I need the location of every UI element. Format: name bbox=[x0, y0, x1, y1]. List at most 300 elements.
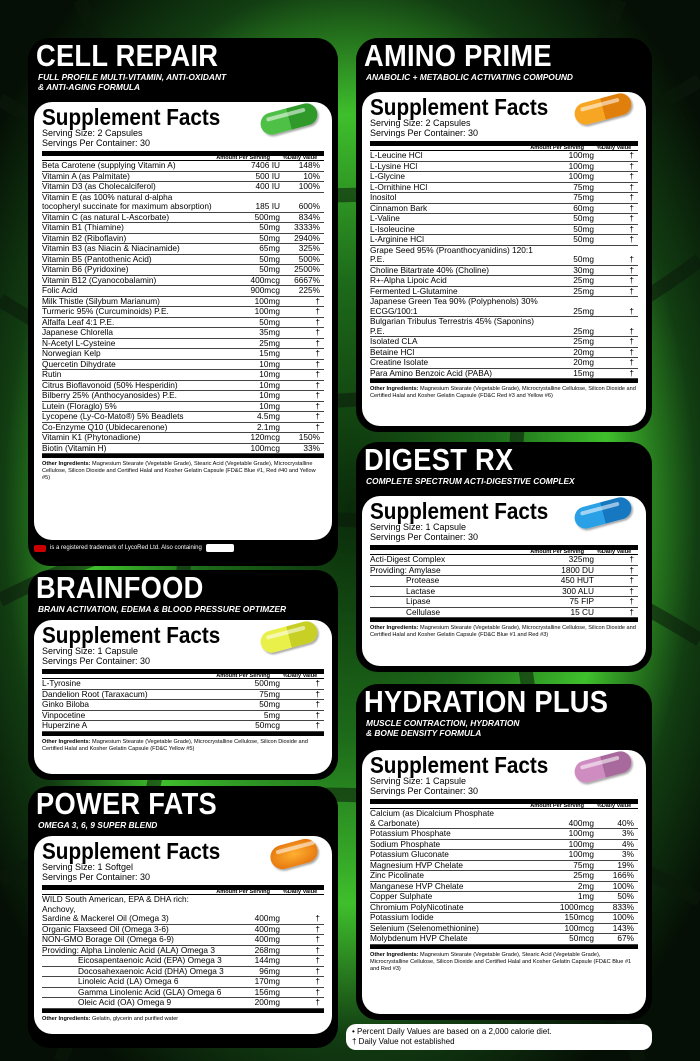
amount-per-serving: 75mg bbox=[573, 181, 594, 192]
daily-value: † bbox=[629, 223, 634, 234]
ingredient-name: Potassium Gluconate bbox=[370, 849, 449, 859]
power-fats-subtitle: OMEGA 3, 6, 9 SUPER BLEND bbox=[38, 820, 158, 830]
daily-value: 2500% bbox=[294, 264, 320, 274]
amount-per-serving: 4.5mg bbox=[256, 411, 280, 421]
facts-row bbox=[42, 444, 324, 455]
daily-value: † bbox=[315, 699, 320, 709]
daily-value: † bbox=[629, 357, 634, 367]
facts-heading: Supplement Facts bbox=[370, 498, 549, 524]
ingredient-name: Linoleic Acid (LA) Omega 6 bbox=[78, 976, 179, 986]
daily-value: † bbox=[629, 606, 634, 617]
ingredient-name: Beta Carotene (supplying Vitamin A) bbox=[42, 160, 176, 170]
daily-value: † bbox=[629, 275, 634, 285]
amount-per-serving: 100mg bbox=[568, 150, 594, 160]
ingredient-name: N-Acetyl L-Cysteine bbox=[42, 337, 116, 348]
ingredient-name: Ginko Biloba bbox=[42, 699, 90, 709]
cell-repair-subtitle: FULL PROFILE MULTI-VITAMIN, ANTI-OXIDANT & ANTI-AGING FORMULA bbox=[38, 72, 227, 92]
facts-row bbox=[370, 193, 638, 204]
ingredient-name: Providing: Alpha Linolenic Acid (ALA) Omega 3 bbox=[42, 944, 215, 955]
facts-table bbox=[370, 809, 638, 945]
ingredient-name: Lactase bbox=[406, 585, 436, 596]
amount-per-serving: 400mg bbox=[254, 913, 280, 923]
digest-rx-title: DIGEST RX bbox=[364, 442, 514, 477]
ingredient-name: Quercetin Dihydrate bbox=[42, 358, 116, 369]
facts-row bbox=[42, 391, 324, 402]
amount-per-serving: 25mg bbox=[573, 870, 594, 880]
ingredient-name: Docosahexaenoic Acid (DHA) Omega 3 bbox=[78, 965, 224, 976]
daily-value: † bbox=[315, 358, 320, 369]
facts-row bbox=[370, 555, 638, 566]
daily-value: † bbox=[629, 234, 634, 244]
amount-per-serving: 500 IU bbox=[255, 170, 280, 181]
brainfood-panel bbox=[28, 570, 338, 780]
amount-per-serving: 500mg bbox=[254, 211, 280, 222]
daily-value: † bbox=[629, 585, 634, 596]
amount-per-serving: 400mg bbox=[568, 817, 594, 828]
facts-row bbox=[370, 892, 638, 903]
ingredient-name: Co-Enzyme Q10 (Ubidecarenone) bbox=[42, 421, 168, 432]
ingredient-name: Japanese Chlorella bbox=[42, 327, 114, 337]
ingredient-name: L-Arginine HCl bbox=[370, 234, 424, 244]
facts-row bbox=[370, 829, 638, 840]
facts-row bbox=[370, 235, 638, 246]
amount-per-serving: 10mg bbox=[259, 369, 280, 379]
other-ingredients: Other Ingredients: Magnesium Stearate (Vegetable Grade), Microcrystalline Cellulose, Silicon Dioxide and Certified Halal and Kosher Gelatin Capsule (FD&C Yellow #5) bbox=[42, 732, 324, 753]
brainfood-title: BRAINFOOD bbox=[36, 570, 204, 605]
daily-value: † bbox=[315, 913, 320, 923]
facts-row bbox=[42, 370, 324, 381]
ingredient-name: Milk Thistle (Silybum Marianum) bbox=[42, 295, 160, 306]
servings-per-container: Servings Per Container: 30 bbox=[370, 786, 479, 796]
servings-per-container: Servings Per Container: 30 bbox=[42, 656, 151, 666]
daily-value: 148% bbox=[298, 160, 320, 170]
facts-header: Amount Per Serving %Daily Value bbox=[370, 545, 638, 555]
ingredient-name: Calcium (as Dicalcium Phosphate & Carbonate) bbox=[370, 808, 495, 828]
ingredient-name: Copper Sulphate bbox=[370, 891, 433, 901]
ingredient-name: Gamma Linolenic Acid (GLA) Omega 6 bbox=[78, 986, 222, 997]
ingredient-name: Organic Flaxseed Oil (Omega 3-6) bbox=[42, 923, 169, 934]
servings-per-container: Servings Per Container: 30 bbox=[370, 532, 479, 542]
ingredient-name: Vitamin D3 (as Cholecalciferol) bbox=[42, 181, 156, 191]
amount-per-serving: 20mg bbox=[573, 357, 594, 367]
facts-header: Amount Per Serving %Daily Value bbox=[42, 669, 324, 679]
amount-per-serving: 10mg bbox=[259, 400, 280, 411]
ingredient-name: Vitamin B3 (as Niacin & Niacinamide) bbox=[42, 243, 180, 253]
ingredient-name: Chromium PolyNicotinate bbox=[370, 901, 464, 912]
daily-value: † bbox=[315, 976, 320, 986]
floraglo-logo-icon bbox=[206, 544, 234, 552]
daily-value: 4% bbox=[622, 838, 634, 849]
ingredient-name: Rutin bbox=[42, 369, 62, 379]
amount-per-serving: 25mg bbox=[573, 275, 594, 285]
facts-heading: Supplement Facts bbox=[42, 838, 221, 864]
daily-value: 19% bbox=[617, 859, 634, 870]
facts-heading: Supplement Facts bbox=[42, 622, 221, 648]
ingredient-name: Vitamin B6 (Pyridoxine) bbox=[42, 264, 129, 274]
amount-per-serving: 185 IU bbox=[255, 201, 280, 211]
facts-row bbox=[370, 183, 638, 194]
daily-value: 3% bbox=[622, 828, 634, 838]
ingredient-name: NON-GMO Borage Oil (Omega 6-9) bbox=[42, 934, 174, 944]
amount-per-serving: 50mcg bbox=[255, 720, 280, 730]
ingredient-name: Vitamin B12 (Cyanocobalamin) bbox=[42, 274, 157, 285]
amount-per-serving: 170mg bbox=[254, 976, 280, 986]
amount-per-serving: 50mg bbox=[573, 234, 594, 244]
amount-per-serving: 20mg bbox=[573, 346, 594, 357]
hydration-plus-subtitle: MUSCLE CONTRACTION, HYDRATION & BONE DENSITY FORMULA bbox=[366, 718, 520, 738]
serving-size: Serving Size: 1 Capsule bbox=[42, 646, 139, 656]
amount-per-serving: 100mg bbox=[568, 160, 594, 171]
ingredient-name: Vitamin B1 (Thiamine) bbox=[42, 222, 124, 232]
amount-per-serving: 50mg bbox=[259, 222, 280, 232]
ingredient-name: Citrus Bioflavonoid (50% Hesperidin) bbox=[42, 379, 178, 390]
facts-row bbox=[42, 679, 324, 690]
other-ingredients: Other Ingredients: Magnesium Stearate (Vegetable Grade), Stearic Acid (Vegetable Grade), Microcrystalline Cellulose, Silicon Dioxide and Certified Halal and Kosher Gelatin Capsule (FD&C Blue #1 and Red #3) bbox=[370, 945, 638, 973]
ingredient-name: Potassium Iodide bbox=[370, 912, 434, 922]
daily-value: 143% bbox=[612, 922, 634, 933]
amount-per-serving: 156mg bbox=[254, 986, 280, 997]
amino-prime-subtitle: ANABOLIC + METABOLIC ACTIVATING COMPOUND bbox=[366, 72, 573, 82]
ingredient-name: Magnesium HVP Chelate bbox=[370, 859, 464, 870]
amount-per-serving: 100mg bbox=[568, 849, 594, 859]
amount-per-serving: 144mg bbox=[254, 955, 280, 965]
facts-row bbox=[370, 151, 638, 162]
daily-value: † bbox=[629, 596, 634, 606]
daily-value: † bbox=[315, 295, 320, 306]
ingredient-name: Creatine Isolate bbox=[370, 357, 429, 367]
daily-value: † bbox=[629, 181, 634, 192]
facts-row bbox=[42, 349, 324, 360]
amount-per-serving: 100mg bbox=[254, 295, 280, 306]
amount-per-serving: 50mg bbox=[259, 699, 280, 709]
ingredient-name: Providing: Amylase bbox=[370, 564, 441, 575]
daily-value: 6667% bbox=[294, 274, 320, 285]
ingredient-name: Choline Bitartrate 40% (Choline) bbox=[370, 264, 489, 275]
facts-heading: Supplement Facts bbox=[370, 94, 549, 120]
daily-value: † bbox=[315, 986, 320, 997]
facts-table bbox=[42, 161, 324, 454]
cell-repair-title: CELL REPAIR bbox=[36, 38, 219, 73]
brainfood-facts-card bbox=[34, 620, 332, 774]
amino-prime-facts-card bbox=[362, 92, 646, 426]
facts-row bbox=[42, 360, 324, 371]
facts-row bbox=[370, 172, 638, 183]
power-fats-facts-card bbox=[34, 836, 332, 1034]
ingredient-name: Japanese Green Tea 90% (Polyphenols) 30% ECGG/100:1 bbox=[370, 296, 538, 316]
amount-per-serving: 100mg bbox=[568, 828, 594, 838]
amount-per-serving: 100mcg bbox=[250, 442, 280, 453]
amount-per-serving: 325mg bbox=[568, 554, 594, 564]
ingredient-name: Inositol bbox=[370, 192, 397, 202]
ingredient-name: L-Tyrosine bbox=[42, 678, 81, 688]
daily-value: † bbox=[629, 575, 634, 585]
daily-value: 40% bbox=[617, 817, 634, 828]
ingredient-name: WILD South American, EPA & DHA rich: Anchovy, Sardine & Mackerel Oil (Omega 3) bbox=[42, 894, 189, 923]
daily-value: † bbox=[315, 390, 320, 400]
ingredient-name: Norwegian Kelp bbox=[42, 348, 101, 358]
facts-row bbox=[42, 244, 324, 255]
ingredient-name: L-Lysine HCl bbox=[370, 160, 418, 171]
daily-value: † bbox=[629, 305, 634, 316]
facts-row bbox=[370, 871, 638, 882]
daily-value: † bbox=[629, 325, 634, 336]
ingredient-name: Vitamin B5 (Pantothenic Acid) bbox=[42, 253, 152, 264]
amount-per-serving: 10mg bbox=[259, 358, 280, 369]
amount-per-serving: 300 ALU bbox=[562, 585, 594, 596]
cell-repair-panel bbox=[28, 38, 338, 566]
amino-prime-title: AMINO PRIME bbox=[364, 38, 552, 73]
facts-row bbox=[370, 576, 638, 587]
ingredient-name: Vitamin B2 (Riboflavin) bbox=[42, 232, 127, 243]
servings-per-container: Servings Per Container: 30 bbox=[370, 128, 479, 138]
amount-per-serving: 15mg bbox=[259, 348, 280, 358]
daily-value: 50% bbox=[617, 891, 634, 901]
ingredient-name: R+-Alpha Lipoic Acid bbox=[370, 275, 447, 285]
daily-value: 500% bbox=[298, 253, 320, 264]
facts-table bbox=[42, 679, 324, 732]
daily-value: 600% bbox=[298, 201, 320, 211]
ingredient-name: Folic Acid bbox=[42, 285, 78, 295]
facts-row bbox=[370, 214, 638, 225]
ingredient-name: L-Leucine HCl bbox=[370, 150, 423, 160]
facts-heading: Supplement Facts bbox=[42, 104, 221, 130]
facts-row bbox=[370, 297, 638, 317]
daily-value: † bbox=[315, 934, 320, 944]
facts-heading: Supplement Facts bbox=[370, 752, 549, 778]
daily-value: † bbox=[315, 348, 320, 358]
facts-row bbox=[370, 913, 638, 924]
amount-per-serving: 200mg bbox=[254, 997, 280, 1007]
servings-per-container: Servings Per Container: 30 bbox=[42, 138, 151, 148]
daily-value: † bbox=[315, 369, 320, 379]
daily-value: † bbox=[315, 944, 320, 955]
daily-value: 166% bbox=[612, 870, 634, 880]
amount-per-serving: 25mg bbox=[573, 305, 594, 316]
ingredient-name: Lycopene (Ly-Co-Mato®) 5% Beadlets bbox=[42, 411, 184, 421]
ingredient-name: Selenium (Selenomethionine) bbox=[370, 922, 479, 933]
facts-row bbox=[42, 182, 324, 193]
facts-header: Amount Per Serving %Daily Value bbox=[42, 885, 324, 895]
amount-per-serving: 10mg bbox=[259, 379, 280, 390]
ingredient-name: Potassium Phosphate bbox=[370, 828, 451, 838]
facts-row bbox=[42, 265, 324, 276]
ingredient-name: Cinnamon Bark bbox=[370, 202, 428, 213]
facts-row bbox=[370, 276, 638, 287]
amount-per-serving: 400mcg bbox=[250, 274, 280, 285]
daily-value: † bbox=[315, 709, 320, 720]
ingredient-name: Alfalfa Leaf 4:1 P.E. bbox=[42, 316, 115, 327]
daily-value: † bbox=[629, 254, 634, 264]
trademark-note: is a registered trademark of LycoRed Ltd. Also containing bbox=[34, 544, 234, 552]
facts-row bbox=[42, 412, 324, 423]
power-fats-title: POWER FATS bbox=[36, 786, 217, 821]
amount-per-serving: 50mg bbox=[259, 253, 280, 264]
facts-header: Amount Per Serving %Daily Value bbox=[370, 799, 638, 809]
ingredient-name: Vitamin C (as natural L-Ascorbate) bbox=[42, 211, 170, 222]
ingredient-name: Vitamin A (as Palmitate) bbox=[42, 170, 130, 181]
facts-row bbox=[370, 337, 638, 348]
amount-per-serving: 25mg bbox=[259, 337, 280, 348]
facts-table bbox=[42, 895, 324, 1009]
amount-per-serving: 500mg bbox=[254, 678, 280, 688]
facts-table bbox=[370, 555, 638, 618]
facts-row bbox=[370, 317, 638, 337]
amount-per-serving: 7406 IU bbox=[250, 160, 280, 170]
facts-row bbox=[42, 895, 324, 925]
hydration-plus-title: HYDRATION PLUS bbox=[364, 684, 609, 719]
daily-value: † bbox=[629, 264, 634, 275]
amount-per-serving: 50mcg bbox=[569, 933, 594, 943]
ingredient-name: Bilberry 25% (Anthocyanosides) P.E. bbox=[42, 390, 177, 400]
amount-per-serving: 268mg bbox=[254, 944, 280, 955]
facts-row bbox=[42, 935, 324, 946]
daily-value: † bbox=[315, 688, 320, 699]
ingredient-name: Betaine HCl bbox=[370, 346, 415, 357]
ingredient-name: Sodium Phosphate bbox=[370, 838, 441, 849]
ingredient-name: L-Valine bbox=[370, 213, 400, 223]
amount-per-serving: 96mg bbox=[259, 965, 280, 976]
ingredient-name: Isolated CLA bbox=[370, 336, 418, 346]
amount-per-serving: 75 FIP bbox=[569, 596, 594, 606]
serving-size: Serving Size: 2 Capsules bbox=[370, 118, 471, 128]
facts-row bbox=[370, 369, 638, 380]
facts-row bbox=[370, 608, 638, 619]
daily-value: 3333% bbox=[294, 222, 320, 232]
amount-per-serving: 60mg bbox=[573, 202, 594, 213]
cell-repair-facts-card bbox=[34, 102, 332, 540]
amount-per-serving: 35mg bbox=[259, 327, 280, 337]
facts-row bbox=[42, 433, 324, 444]
amount-per-serving: 150mcg bbox=[564, 912, 594, 922]
daily-value: † bbox=[629, 192, 634, 202]
amount-per-serving: 75mg bbox=[573, 859, 594, 870]
daily-value: † bbox=[315, 327, 320, 337]
ingredient-name: Huperzine A bbox=[42, 720, 88, 730]
ingredient-name: Turmeric 95% (Curcuminoids) P.E. bbox=[42, 306, 169, 316]
amount-per-serving: 50mg bbox=[259, 264, 280, 274]
daily-value: † bbox=[315, 337, 320, 348]
amount-per-serving: 2mg bbox=[577, 880, 594, 891]
ingredient-name: L-Ornithine HCl bbox=[370, 181, 428, 192]
facts-row bbox=[42, 286, 324, 297]
daily-value: † bbox=[629, 150, 634, 160]
facts-row bbox=[42, 328, 324, 339]
daily-value: † bbox=[315, 923, 320, 934]
ingredient-name: Molybdenum HVP Chelate bbox=[370, 933, 468, 943]
ingredient-name: Grape Seed 95% (Proanthocyanidins) 120:1 P.E. bbox=[370, 244, 533, 264]
ingredient-name: Dandelion Root (Taraxacum) bbox=[42, 688, 148, 699]
ingredient-name: Vinpocetine bbox=[42, 709, 86, 720]
amount-per-serving: 450 HUT bbox=[560, 575, 594, 585]
amount-per-serving: 100mg bbox=[254, 306, 280, 316]
amount-per-serving: 25mg bbox=[573, 285, 594, 296]
daily-value: † bbox=[315, 411, 320, 421]
daily-value: † bbox=[629, 171, 634, 181]
ingredient-name: Manganese HVP Chelate bbox=[370, 880, 464, 891]
ingredient-name: L-Isoleucine bbox=[370, 223, 415, 234]
facts-row bbox=[42, 223, 324, 234]
amount-per-serving: 25mg bbox=[573, 336, 594, 346]
amount-per-serving: 900mcg bbox=[250, 285, 280, 295]
amount-per-serving: 100mg bbox=[568, 838, 594, 849]
facts-row bbox=[370, 809, 638, 829]
amount-per-serving: 15 CU bbox=[570, 606, 594, 617]
amount-per-serving: 100mcg bbox=[564, 922, 594, 933]
power-fats-panel bbox=[28, 786, 338, 1048]
daily-value: 3% bbox=[622, 849, 634, 859]
ingredient-name: Lipase bbox=[406, 596, 431, 606]
daily-value: † bbox=[629, 554, 634, 564]
daily-value: 33% bbox=[303, 442, 320, 453]
daily-value: 325% bbox=[298, 243, 320, 253]
amount-per-serving: 65mg bbox=[259, 243, 280, 253]
daily-value: 150% bbox=[298, 432, 320, 442]
daily-value-footnote: • Percent Daily Values are based on a 2,000 calorie diet. † Daily Value not established bbox=[346, 1024, 652, 1050]
daily-value: † bbox=[629, 285, 634, 296]
daily-value: † bbox=[629, 160, 634, 171]
hydration-plus-panel bbox=[356, 684, 652, 1020]
daily-value: 67% bbox=[617, 933, 634, 943]
other-ingredients: Other Ingredients: Magnesium Stearate (Vegetable Grade), Microcrystalline Cellulose, Silicon Dioxide and Certified Halal and Kosher Gelatin Capsule (FD&C Blue #1 and Red #3) bbox=[370, 618, 638, 639]
daily-value: 100% bbox=[612, 880, 634, 891]
ingredient-name: Lutein (Floraglo) 5% bbox=[42, 400, 117, 411]
daily-value: † bbox=[315, 400, 320, 411]
serving-size: Serving Size: 1 Capsule bbox=[370, 522, 467, 532]
facts-table bbox=[370, 151, 638, 379]
daily-value: † bbox=[315, 678, 320, 688]
daily-value: † bbox=[315, 316, 320, 327]
facts-row bbox=[370, 358, 638, 369]
daily-value: † bbox=[315, 955, 320, 965]
amount-per-serving: 75mg bbox=[259, 688, 280, 699]
serving-size: Serving Size: 1 Softgel bbox=[42, 862, 134, 872]
other-ingredients: Other Ingredients: Magnesium Stearate (Vegetable Grade), Stearic Acid (Vegetable Grade), Microcrystalline Cellulose, Silicon Dioxide and Certified Halal and Kosher Gelatin Capsule (FD&C Blue #1, Red #40 and Yellow #5) bbox=[42, 454, 324, 482]
facts-row bbox=[370, 934, 638, 945]
daily-value: † bbox=[629, 213, 634, 223]
facts-header: Amount Per Serving %Daily Value bbox=[370, 141, 638, 151]
facts-row bbox=[42, 700, 324, 711]
ingredient-name: Vitamin K1 (Phytonadione) bbox=[42, 432, 141, 442]
daily-value: 100% bbox=[298, 181, 320, 191]
ingredient-name: Cellulase bbox=[406, 606, 441, 617]
daily-value: 2940% bbox=[294, 232, 320, 243]
amount-per-serving: 50mg bbox=[259, 232, 280, 243]
other-ingredients: Other Ingredients: Magnesium Stearate (Vegetable Grade), Microcrystalline Cellulose, Silicon Dioxide and Certified Halal and Kosher Gelatin Capsule (FD&C Red #3 and Yellow #6) bbox=[370, 379, 638, 400]
amount-per-serving: 100mg bbox=[568, 171, 594, 181]
daily-value: 100% bbox=[612, 912, 634, 922]
daily-value: † bbox=[629, 202, 634, 213]
facts-row bbox=[42, 161, 324, 172]
daily-value: † bbox=[315, 421, 320, 432]
digest-rx-subtitle: COMPLETE SPECTRUM ACTI-DIGESTIVE COMPLEX bbox=[366, 476, 575, 486]
servings-per-container: Servings Per Container: 30 bbox=[42, 872, 151, 882]
amount-per-serving: 50mg bbox=[573, 213, 594, 223]
ingredient-name: Para Amino Benzoic Acid (PABA) bbox=[370, 367, 493, 378]
daily-value: † bbox=[315, 379, 320, 390]
ingredient-name: Oleic Acid (OA) Omega 9 bbox=[78, 997, 172, 1007]
facts-row bbox=[42, 276, 324, 287]
amount-per-serving: 2.1mg bbox=[256, 421, 280, 432]
amino-prime-panel bbox=[356, 38, 652, 432]
amount-per-serving: 1000mcg bbox=[559, 901, 594, 912]
amount-per-serving: 25mg bbox=[573, 325, 594, 336]
ingredient-name: Zinc Picolinate bbox=[370, 870, 424, 880]
ingredient-name: L-Glycine bbox=[370, 171, 406, 181]
amount-per-serving: 120mcg bbox=[250, 432, 280, 442]
daily-value: † bbox=[315, 965, 320, 976]
hydration-plus-facts-card bbox=[362, 750, 646, 1014]
daily-value: 10% bbox=[303, 170, 320, 181]
